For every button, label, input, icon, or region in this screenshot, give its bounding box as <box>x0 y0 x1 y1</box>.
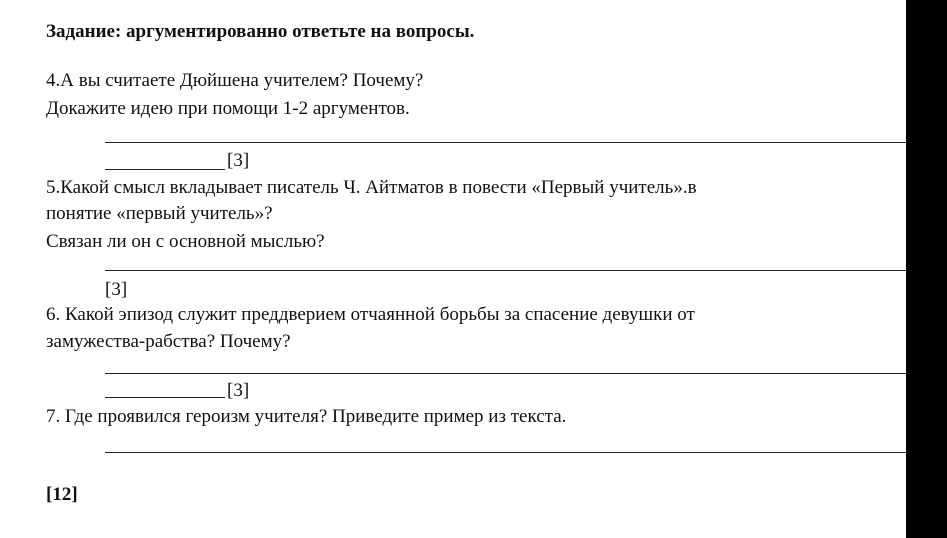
question-6-score: [3] <box>227 380 250 401</box>
right-edge-bar <box>906 0 947 538</box>
answer-line <box>105 373 906 374</box>
total-score: [12] <box>46 484 78 505</box>
question-5-line-3: Связан ли он с основной мыслью? <box>46 231 325 252</box>
question-5-score: [3] <box>105 279 128 300</box>
question-7-line-1: 7. Где проявился героизм учителя? Приведите пример из текста. <box>46 406 567 427</box>
question-4-line-2: Докажите идею при помощи 1-2 аргументов. <box>46 98 410 119</box>
answer-line-short <box>105 169 225 170</box>
question-5-line-2: понятие «первый учитель»? <box>46 203 273 224</box>
answer-line <box>105 270 906 271</box>
answer-line <box>105 142 906 143</box>
question-4-line-1: 4.А вы считаете Дюйшена учителем? Почему? <box>46 70 424 91</box>
question-4-score: [3] <box>227 150 250 171</box>
question-6-line-1: 6. Какой эпизод служит преддверием отчаянной борьбы за спасение девушки от <box>46 304 695 325</box>
question-5-line-1: 5.Какой смысл вкладывает писатель Ч. Айтматов в повести «Первый учитель».в <box>46 177 697 198</box>
task-heading: Задание: аргументированно ответьте на вопросы. <box>46 21 475 42</box>
answer-line <box>105 452 906 453</box>
answer-line-short <box>105 397 225 398</box>
question-6-line-2: замужества-рабства? Почему? <box>46 331 291 352</box>
